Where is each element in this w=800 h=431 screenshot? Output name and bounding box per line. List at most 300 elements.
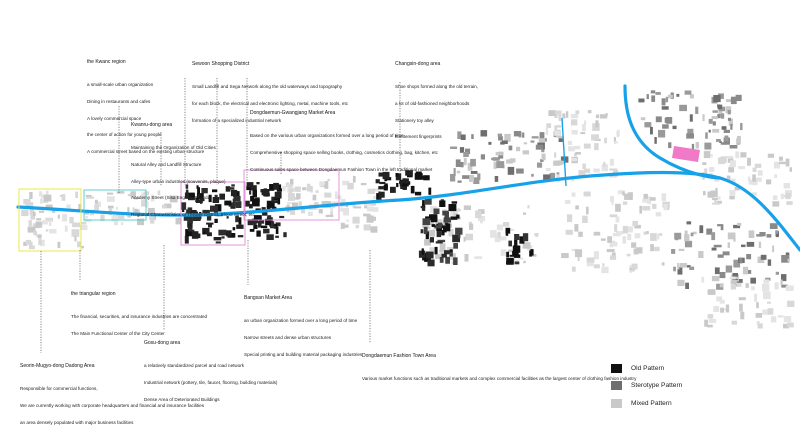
old-pattern-block bbox=[523, 233, 528, 241]
building bbox=[696, 142, 699, 149]
building bbox=[762, 284, 769, 292]
old-pattern-block bbox=[203, 232, 205, 234]
old-pattern-block bbox=[283, 232, 286, 237]
building bbox=[536, 145, 544, 150]
building bbox=[371, 207, 379, 212]
building bbox=[571, 119, 578, 125]
old-pattern-block bbox=[421, 229, 424, 233]
old-pattern-block bbox=[379, 192, 384, 198]
annotation-title: Seorin-Mugyo-dong Dadong Area bbox=[20, 363, 95, 370]
building bbox=[368, 189, 376, 194]
old-pattern-block bbox=[266, 234, 273, 240]
building bbox=[574, 224, 578, 232]
old-pattern-block bbox=[506, 232, 509, 236]
building bbox=[38, 239, 41, 245]
building bbox=[709, 319, 716, 323]
building bbox=[523, 261, 526, 263]
building bbox=[302, 187, 306, 190]
building bbox=[559, 138, 563, 142]
building bbox=[600, 114, 607, 118]
building bbox=[39, 211, 44, 213]
building bbox=[726, 266, 732, 273]
old-pattern-block bbox=[429, 214, 437, 217]
building bbox=[736, 283, 741, 287]
building bbox=[497, 225, 503, 231]
building bbox=[353, 217, 360, 224]
building bbox=[651, 95, 655, 102]
old-pattern-block bbox=[439, 200, 445, 207]
building bbox=[604, 138, 607, 144]
building bbox=[726, 156, 733, 158]
building bbox=[29, 242, 33, 246]
building bbox=[786, 201, 792, 205]
building bbox=[684, 234, 689, 241]
building bbox=[463, 152, 469, 157]
building bbox=[465, 234, 473, 241]
building bbox=[282, 186, 286, 192]
building bbox=[361, 183, 367, 185]
building bbox=[680, 263, 687, 268]
building bbox=[713, 110, 718, 113]
annotation-sewoon: Sewoon Shopping District Small Landfill and Sega Network along the old waterways and topography for each block, the electrical and electronic lighting, metal, machine tools, etc formation of a specialized industrial network bbox=[192, 61, 349, 123]
building bbox=[615, 204, 621, 212]
building bbox=[709, 130, 711, 133]
building bbox=[689, 267, 694, 270]
building bbox=[49, 220, 51, 226]
old-pattern-block bbox=[378, 186, 384, 189]
building bbox=[673, 267, 676, 272]
annotation-kwanc: the Kwanc region a small-scale urban organization Dining in restaurants and cafes A lovely commercial space the center of action for young people A commercial street based on the existing urban structure bbox=[87, 59, 205, 155]
building bbox=[554, 152, 556, 157]
building bbox=[747, 242, 755, 247]
building bbox=[593, 169, 600, 173]
building bbox=[638, 99, 644, 103]
building bbox=[516, 169, 524, 174]
old-pattern-block bbox=[428, 188, 431, 195]
building bbox=[786, 286, 794, 291]
annotation-seoun: Seorin-Mugyo-dong Dadong Area Responsible for commercial functions, We are currently working with corporate headquarters and financial and insurance facilities an area densely populated with major business facilities bbox=[20, 363, 205, 425]
building bbox=[759, 232, 765, 236]
building bbox=[289, 185, 293, 188]
building bbox=[717, 114, 721, 118]
building bbox=[594, 264, 600, 268]
building bbox=[555, 111, 562, 115]
annotation-kwanru: Kwanru-dong area Maintaining the Organization of Old Cities Natural Alley and Landfill Structure Alley-type urban industries (souvenirs, plaque) Academy Street (Sisa English, Pagoda) Regional Characteristics of Theater District, Blood Street, etc bbox=[131, 122, 255, 218]
building bbox=[728, 118, 731, 121]
building bbox=[319, 181, 324, 186]
old-pattern-block bbox=[260, 189, 266, 192]
building bbox=[632, 264, 638, 270]
building bbox=[713, 121, 716, 125]
building bbox=[773, 195, 778, 200]
building bbox=[578, 232, 583, 237]
building bbox=[29, 246, 35, 250]
building bbox=[575, 249, 582, 257]
old-pattern-block bbox=[222, 236, 225, 238]
building bbox=[313, 195, 317, 201]
building bbox=[644, 122, 651, 127]
old-pattern-block bbox=[233, 227, 236, 230]
building bbox=[65, 226, 68, 232]
building bbox=[720, 272, 726, 278]
legend-item-old-pattern bbox=[611, 364, 751, 374]
old-pattern-block bbox=[506, 258, 514, 264]
old-pattern-block bbox=[411, 189, 414, 193]
building bbox=[728, 233, 736, 240]
building bbox=[712, 276, 720, 281]
building bbox=[588, 110, 592, 113]
building bbox=[748, 270, 751, 274]
building bbox=[496, 152, 504, 155]
building bbox=[737, 136, 741, 144]
building bbox=[116, 207, 118, 210]
building bbox=[571, 114, 578, 118]
old-pattern-block bbox=[216, 241, 221, 243]
building bbox=[75, 192, 78, 198]
building bbox=[290, 179, 294, 185]
building bbox=[751, 286, 755, 290]
building bbox=[754, 294, 757, 302]
building bbox=[674, 233, 681, 240]
annotation-title: Dongdaemun-Gwangjang Market Area bbox=[250, 110, 336, 117]
building bbox=[790, 167, 793, 172]
building bbox=[62, 214, 67, 221]
building bbox=[755, 164, 762, 168]
building bbox=[739, 297, 746, 300]
building bbox=[617, 130, 619, 136]
building bbox=[652, 204, 656, 209]
old-pattern-block bbox=[214, 237, 222, 240]
building bbox=[74, 236, 76, 241]
building bbox=[509, 146, 513, 151]
building bbox=[474, 256, 482, 259]
building bbox=[768, 308, 774, 315]
legend-item-sterotype-pattern bbox=[611, 381, 751, 391]
annotation-gosu: Gosu-dong area a relatively standardized parcel and road network Industrial network (pottery, tile, faucet, flooring, building materials) Dense Area of Deteriorated Buildings bbox=[144, 340, 278, 402]
building bbox=[665, 118, 671, 123]
building bbox=[554, 131, 561, 136]
old-pattern-block bbox=[423, 218, 431, 225]
building bbox=[759, 242, 761, 248]
building bbox=[491, 158, 498, 160]
building bbox=[707, 325, 713, 328]
building bbox=[33, 212, 36, 216]
building bbox=[715, 267, 720, 274]
building bbox=[546, 168, 551, 171]
building bbox=[779, 157, 783, 161]
building bbox=[711, 232, 715, 240]
building bbox=[634, 249, 639, 255]
annotation-title: Dongdaemun Fashion Town Area bbox=[362, 353, 436, 360]
building bbox=[566, 230, 573, 235]
annotation-dongdaemun-gwangjang: Dongdaemun-Gwangjang Market Area Based on the various urban organizations formed over a long period of time Comprehensive shopping space selling books, clothing, cosmetics clothing, bag, kitchen, etc Continuous sales space between Dongdaemun Fashion Town in the left traditional market bbox=[250, 110, 438, 172]
building bbox=[718, 157, 725, 164]
legend-label: Mixed Pattern bbox=[631, 400, 672, 407]
building bbox=[647, 94, 649, 99]
building bbox=[705, 132, 708, 138]
building bbox=[786, 159, 790, 167]
building bbox=[565, 200, 571, 204]
building bbox=[341, 223, 345, 229]
old-pattern-block bbox=[415, 192, 421, 196]
old-pattern-block bbox=[192, 231, 199, 239]
building bbox=[787, 301, 794, 307]
old-pattern-block bbox=[449, 204, 457, 211]
building bbox=[720, 308, 724, 313]
annotation-changsin: Changsin-dong area Shoe shops formed along the old terrain, a lot of old-fashioned neighborhoods Stationery toy alley Excitement fingerprints bbox=[395, 61, 478, 140]
building bbox=[752, 174, 756, 181]
annotation-fashion-town: Dongdaemun Fashion Town Area Various market functions such as traditional markets and complex commercial facilities as the largest center of clothing fashion industry bbox=[362, 353, 637, 381]
building bbox=[609, 168, 617, 170]
building bbox=[676, 94, 679, 97]
building bbox=[532, 136, 539, 138]
building bbox=[632, 221, 638, 226]
building bbox=[656, 212, 662, 216]
building bbox=[498, 134, 502, 137]
building bbox=[469, 175, 474, 182]
building bbox=[718, 197, 721, 200]
building bbox=[703, 114, 705, 121]
old-pattern-block bbox=[238, 235, 244, 237]
tributary-stream bbox=[562, 118, 566, 186]
building bbox=[319, 209, 323, 213]
building bbox=[494, 162, 497, 169]
building bbox=[49, 229, 56, 234]
building bbox=[450, 147, 457, 150]
building bbox=[107, 196, 115, 202]
old-pattern-block bbox=[207, 232, 212, 236]
building bbox=[758, 323, 763, 328]
building bbox=[531, 174, 534, 177]
building bbox=[728, 110, 731, 114]
building bbox=[641, 117, 646, 120]
old-pattern-block bbox=[432, 224, 436, 227]
building bbox=[656, 234, 659, 239]
building bbox=[695, 107, 698, 114]
building bbox=[462, 175, 469, 179]
building bbox=[730, 160, 736, 167]
building bbox=[353, 206, 361, 208]
building bbox=[712, 116, 718, 119]
building bbox=[781, 194, 784, 200]
building bbox=[778, 315, 784, 317]
building bbox=[750, 278, 756, 284]
building bbox=[723, 251, 730, 255]
building bbox=[710, 191, 717, 198]
building bbox=[698, 251, 703, 258]
building bbox=[763, 292, 771, 300]
building bbox=[650, 233, 657, 241]
old-pattern-block bbox=[428, 260, 435, 267]
old-pattern-block bbox=[430, 237, 434, 242]
building bbox=[642, 199, 649, 203]
building bbox=[726, 305, 729, 313]
building bbox=[716, 139, 721, 142]
building bbox=[568, 141, 572, 145]
old-pattern-block bbox=[449, 252, 453, 257]
building bbox=[639, 206, 642, 214]
building bbox=[307, 184, 311, 192]
building bbox=[651, 90, 655, 93]
building bbox=[523, 150, 530, 154]
building bbox=[516, 147, 520, 151]
building bbox=[503, 222, 509, 227]
building bbox=[691, 233, 694, 237]
building bbox=[788, 259, 790, 262]
building bbox=[311, 186, 313, 193]
building bbox=[673, 126, 677, 129]
building bbox=[775, 282, 779, 289]
building bbox=[650, 127, 653, 134]
building bbox=[753, 168, 757, 172]
building bbox=[325, 181, 329, 189]
building bbox=[112, 216, 119, 221]
building bbox=[542, 154, 546, 161]
building bbox=[464, 205, 471, 210]
building bbox=[630, 195, 633, 200]
building bbox=[594, 232, 601, 236]
building bbox=[642, 206, 650, 211]
building bbox=[775, 230, 778, 234]
building bbox=[456, 159, 461, 167]
building bbox=[732, 321, 737, 325]
building bbox=[522, 133, 524, 138]
building bbox=[730, 190, 736, 196]
building bbox=[650, 197, 656, 201]
building bbox=[662, 262, 665, 265]
building bbox=[488, 142, 491, 145]
building bbox=[741, 245, 746, 248]
building bbox=[458, 181, 462, 183]
building bbox=[714, 245, 722, 248]
old-pattern-block bbox=[422, 200, 425, 206]
old-pattern-block bbox=[261, 226, 267, 229]
building bbox=[685, 283, 689, 289]
annotation-title: Gosu-dong area bbox=[144, 340, 181, 347]
building bbox=[481, 130, 488, 136]
building bbox=[774, 174, 777, 178]
old-pattern-block bbox=[426, 252, 434, 259]
old-pattern-block bbox=[435, 247, 438, 254]
building bbox=[738, 166, 745, 169]
building bbox=[610, 255, 616, 260]
building bbox=[677, 280, 684, 286]
building bbox=[610, 159, 614, 166]
building bbox=[768, 154, 774, 158]
building bbox=[39, 191, 42, 196]
building bbox=[44, 195, 52, 202]
building bbox=[582, 164, 585, 170]
building bbox=[308, 212, 313, 217]
old-pattern-block bbox=[513, 246, 521, 253]
building bbox=[60, 195, 63, 197]
building bbox=[42, 220, 48, 225]
old-pattern-block bbox=[445, 212, 450, 219]
building bbox=[500, 142, 504, 145]
building bbox=[704, 151, 710, 158]
building bbox=[591, 134, 599, 140]
building bbox=[730, 277, 736, 280]
building bbox=[730, 124, 732, 130]
building bbox=[728, 242, 730, 248]
legend-swatch bbox=[611, 399, 622, 408]
building bbox=[464, 158, 467, 165]
building bbox=[594, 251, 599, 259]
building bbox=[757, 178, 762, 182]
building bbox=[699, 225, 703, 233]
building bbox=[627, 254, 631, 256]
building bbox=[658, 130, 665, 138]
building bbox=[704, 143, 711, 150]
building bbox=[685, 241, 692, 248]
building bbox=[650, 244, 654, 251]
old-pattern-block bbox=[529, 250, 532, 256]
building bbox=[534, 233, 538, 236]
building bbox=[749, 230, 755, 238]
building bbox=[601, 267, 608, 273]
old-pattern-block bbox=[440, 257, 444, 263]
building bbox=[614, 141, 618, 143]
building bbox=[501, 249, 507, 256]
building bbox=[758, 170, 763, 175]
building bbox=[725, 136, 729, 142]
building bbox=[668, 95, 673, 99]
old-pattern-block bbox=[515, 262, 520, 265]
old-pattern-block bbox=[256, 182, 259, 184]
building bbox=[730, 145, 738, 149]
building bbox=[768, 259, 771, 265]
building bbox=[623, 201, 627, 204]
building bbox=[735, 151, 739, 158]
building bbox=[95, 200, 98, 204]
old-pattern-block bbox=[453, 257, 458, 265]
building bbox=[469, 224, 473, 230]
old-pattern-block bbox=[275, 236, 279, 238]
building bbox=[767, 234, 772, 238]
building bbox=[766, 179, 771, 184]
building bbox=[662, 193, 667, 201]
building bbox=[531, 140, 535, 142]
old-pattern-block bbox=[390, 187, 396, 193]
building bbox=[767, 302, 771, 304]
building bbox=[587, 257, 595, 262]
building bbox=[722, 126, 727, 130]
building bbox=[121, 222, 124, 225]
building bbox=[627, 234, 631, 240]
building bbox=[527, 205, 529, 208]
building bbox=[708, 314, 714, 319]
building bbox=[316, 190, 319, 193]
building bbox=[375, 189, 377, 191]
building bbox=[731, 97, 737, 104]
building bbox=[709, 119, 713, 124]
building bbox=[457, 171, 461, 174]
building bbox=[662, 106, 669, 110]
building bbox=[622, 191, 625, 195]
building bbox=[58, 242, 61, 248]
annotation-title: Sewoon Shopping District bbox=[192, 61, 250, 68]
building bbox=[623, 226, 628, 234]
building bbox=[559, 115, 562, 122]
building bbox=[496, 161, 504, 168]
old-pattern-block bbox=[508, 241, 512, 247]
building bbox=[450, 174, 455, 182]
building bbox=[601, 238, 606, 240]
building bbox=[108, 206, 114, 209]
legend-swatch bbox=[611, 364, 622, 373]
building bbox=[756, 302, 759, 308]
building bbox=[582, 216, 588, 223]
